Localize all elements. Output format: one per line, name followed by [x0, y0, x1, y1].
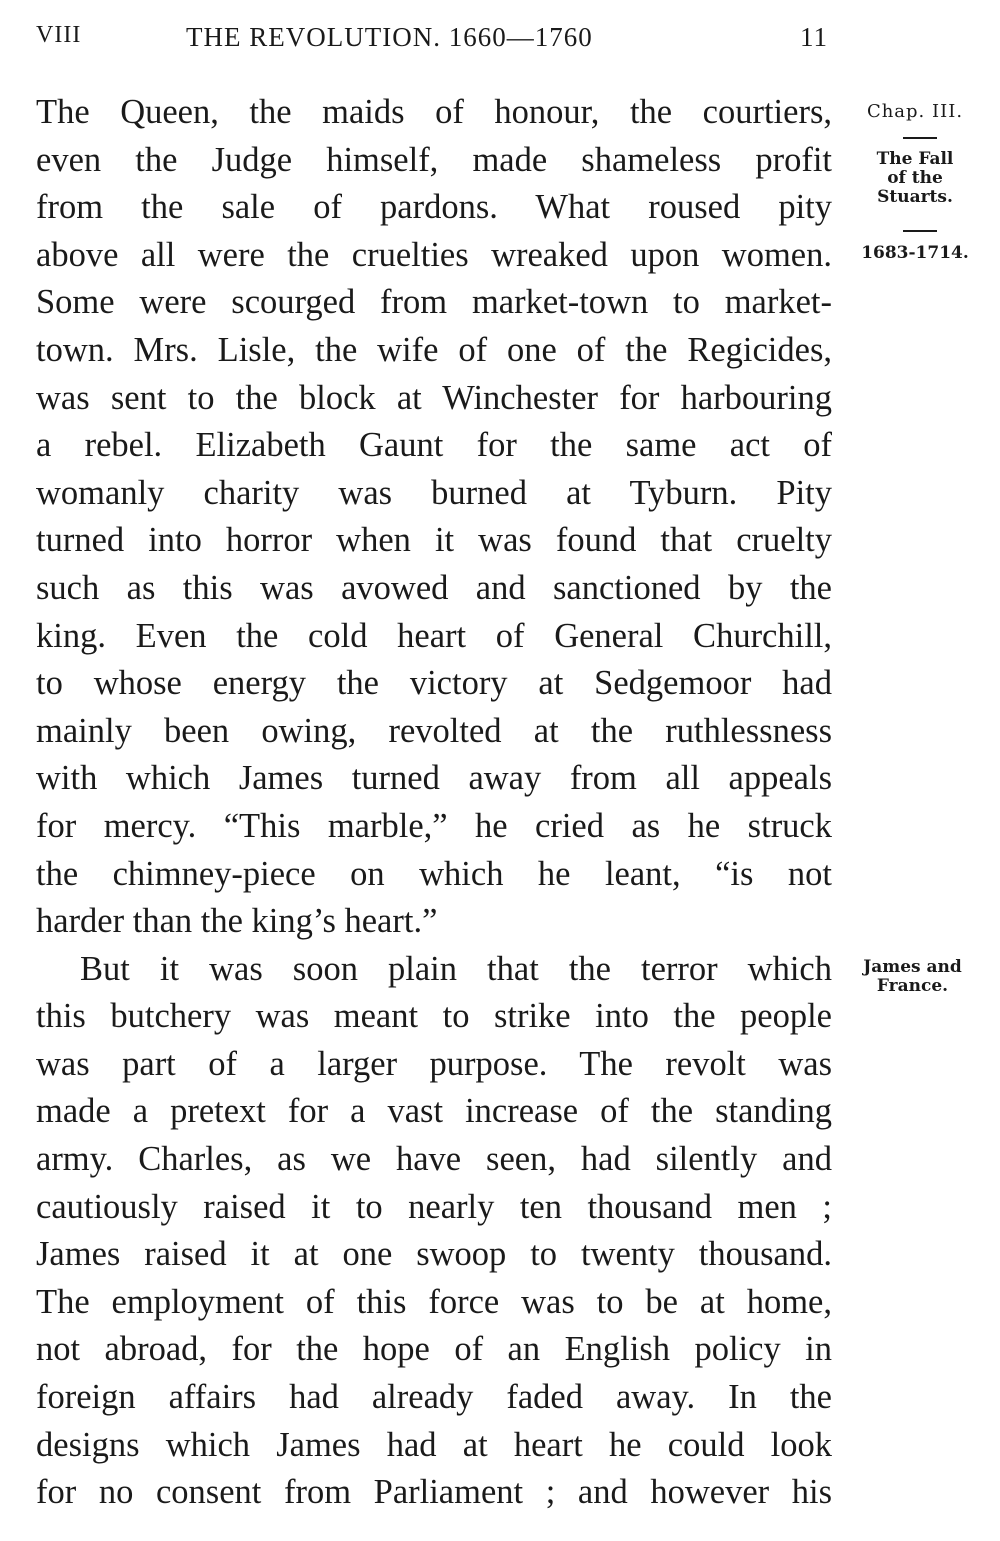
- text-line: with which James turned away from all appeals: [36, 759, 832, 798]
- text-line: made a pretext for a vast increase of the standing: [36, 1092, 832, 1131]
- text-line: James raised it at one swoop to twenty thousand.: [36, 1235, 832, 1274]
- text-line: turned into horror when it was found that cruelty: [36, 521, 832, 560]
- text-line: not abroad, for the hope of an English policy in: [36, 1330, 832, 1369]
- margin-note-line: of the: [887, 168, 943, 188]
- text-line: king. Even the cold heart of General Churchill,: [36, 616, 832, 655]
- text-line: was part of a larger purpose. The revolt was: [36, 1044, 832, 1083]
- text-line: such as this was avowed and sanctioned by the: [36, 568, 832, 607]
- text-line: the chimney-piece on which he leant, “is not: [36, 854, 832, 893]
- text-line: womanly charity was burned at Tyburn. Pity: [36, 473, 832, 512]
- margin-note-line: Stuarts.: [877, 187, 953, 207]
- margin-rule: [903, 230, 937, 232]
- text-line: designs which James had at heart he could look: [36, 1425, 832, 1464]
- running-title: THE REVOLUTION. 1660—1760: [186, 22, 593, 52]
- margin-note-line: The Fall: [876, 149, 954, 169]
- margin-note-james-and-france: [850, 958, 975, 996]
- text-line: a rebel. Elizabeth Gaunt for the same act of: [36, 426, 832, 465]
- text-line: Some were scourged from market-town to market-: [36, 283, 832, 322]
- text-line: cautiously raised it to nearly ten thousand men ;: [36, 1187, 832, 1226]
- text-line: above all were the cruelties wreaked upon women.: [36, 235, 832, 274]
- margin-note-chapter: Chap. III.: [866, 101, 964, 122]
- margin-note-line: James and: [863, 957, 962, 977]
- text-line: from the sale of pardons. What roused pity: [36, 188, 832, 227]
- text-line: this butchery was meant to strike into the people: [36, 997, 832, 1036]
- text-line: for no consent from Parliament ; and however his: [36, 1473, 832, 1512]
- text-line: to whose energy the victory at Sedgemoor had: [36, 664, 832, 703]
- text-line: army. Charles, as we have seen, had silently and: [36, 1140, 832, 1179]
- page-number: 11: [800, 22, 828, 52]
- running-header: [36, 22, 832, 56]
- text-line: mainly been owing, revolted at the ruthlessness: [36, 711, 832, 750]
- margin-rule: [903, 137, 937, 139]
- text-line: even the Judge himself, made shameless profit: [36, 140, 832, 179]
- margin-note-line: France.: [876, 976, 949, 996]
- text-line: for mercy. “This marble,” he cried as he struck: [36, 806, 832, 845]
- margin-note-fall-of-stuarts: [855, 150, 975, 207]
- text-line: foreign affairs had already faded away. In the: [36, 1378, 832, 1417]
- paragraph-end-line: harder than the king’s heart.”: [36, 902, 438, 941]
- text-line: was sent to the block at Winchester for harbouring: [36, 378, 832, 417]
- paragraph-start-line: But it was soon plain that the terror which: [80, 949, 832, 988]
- body-text: [36, 89, 832, 1517]
- text-line: The Queen, the maids of honour, the courtiers,: [36, 93, 832, 131]
- section-number: VIII: [36, 22, 82, 48]
- text-line: town. Mrs. Lisle, the wife of one of the Regicides,: [36, 330, 832, 369]
- text-line: The employment of this force was to be at home,: [36, 1282, 832, 1321]
- margin-note-dates: 1683-1714.: [861, 243, 969, 263]
